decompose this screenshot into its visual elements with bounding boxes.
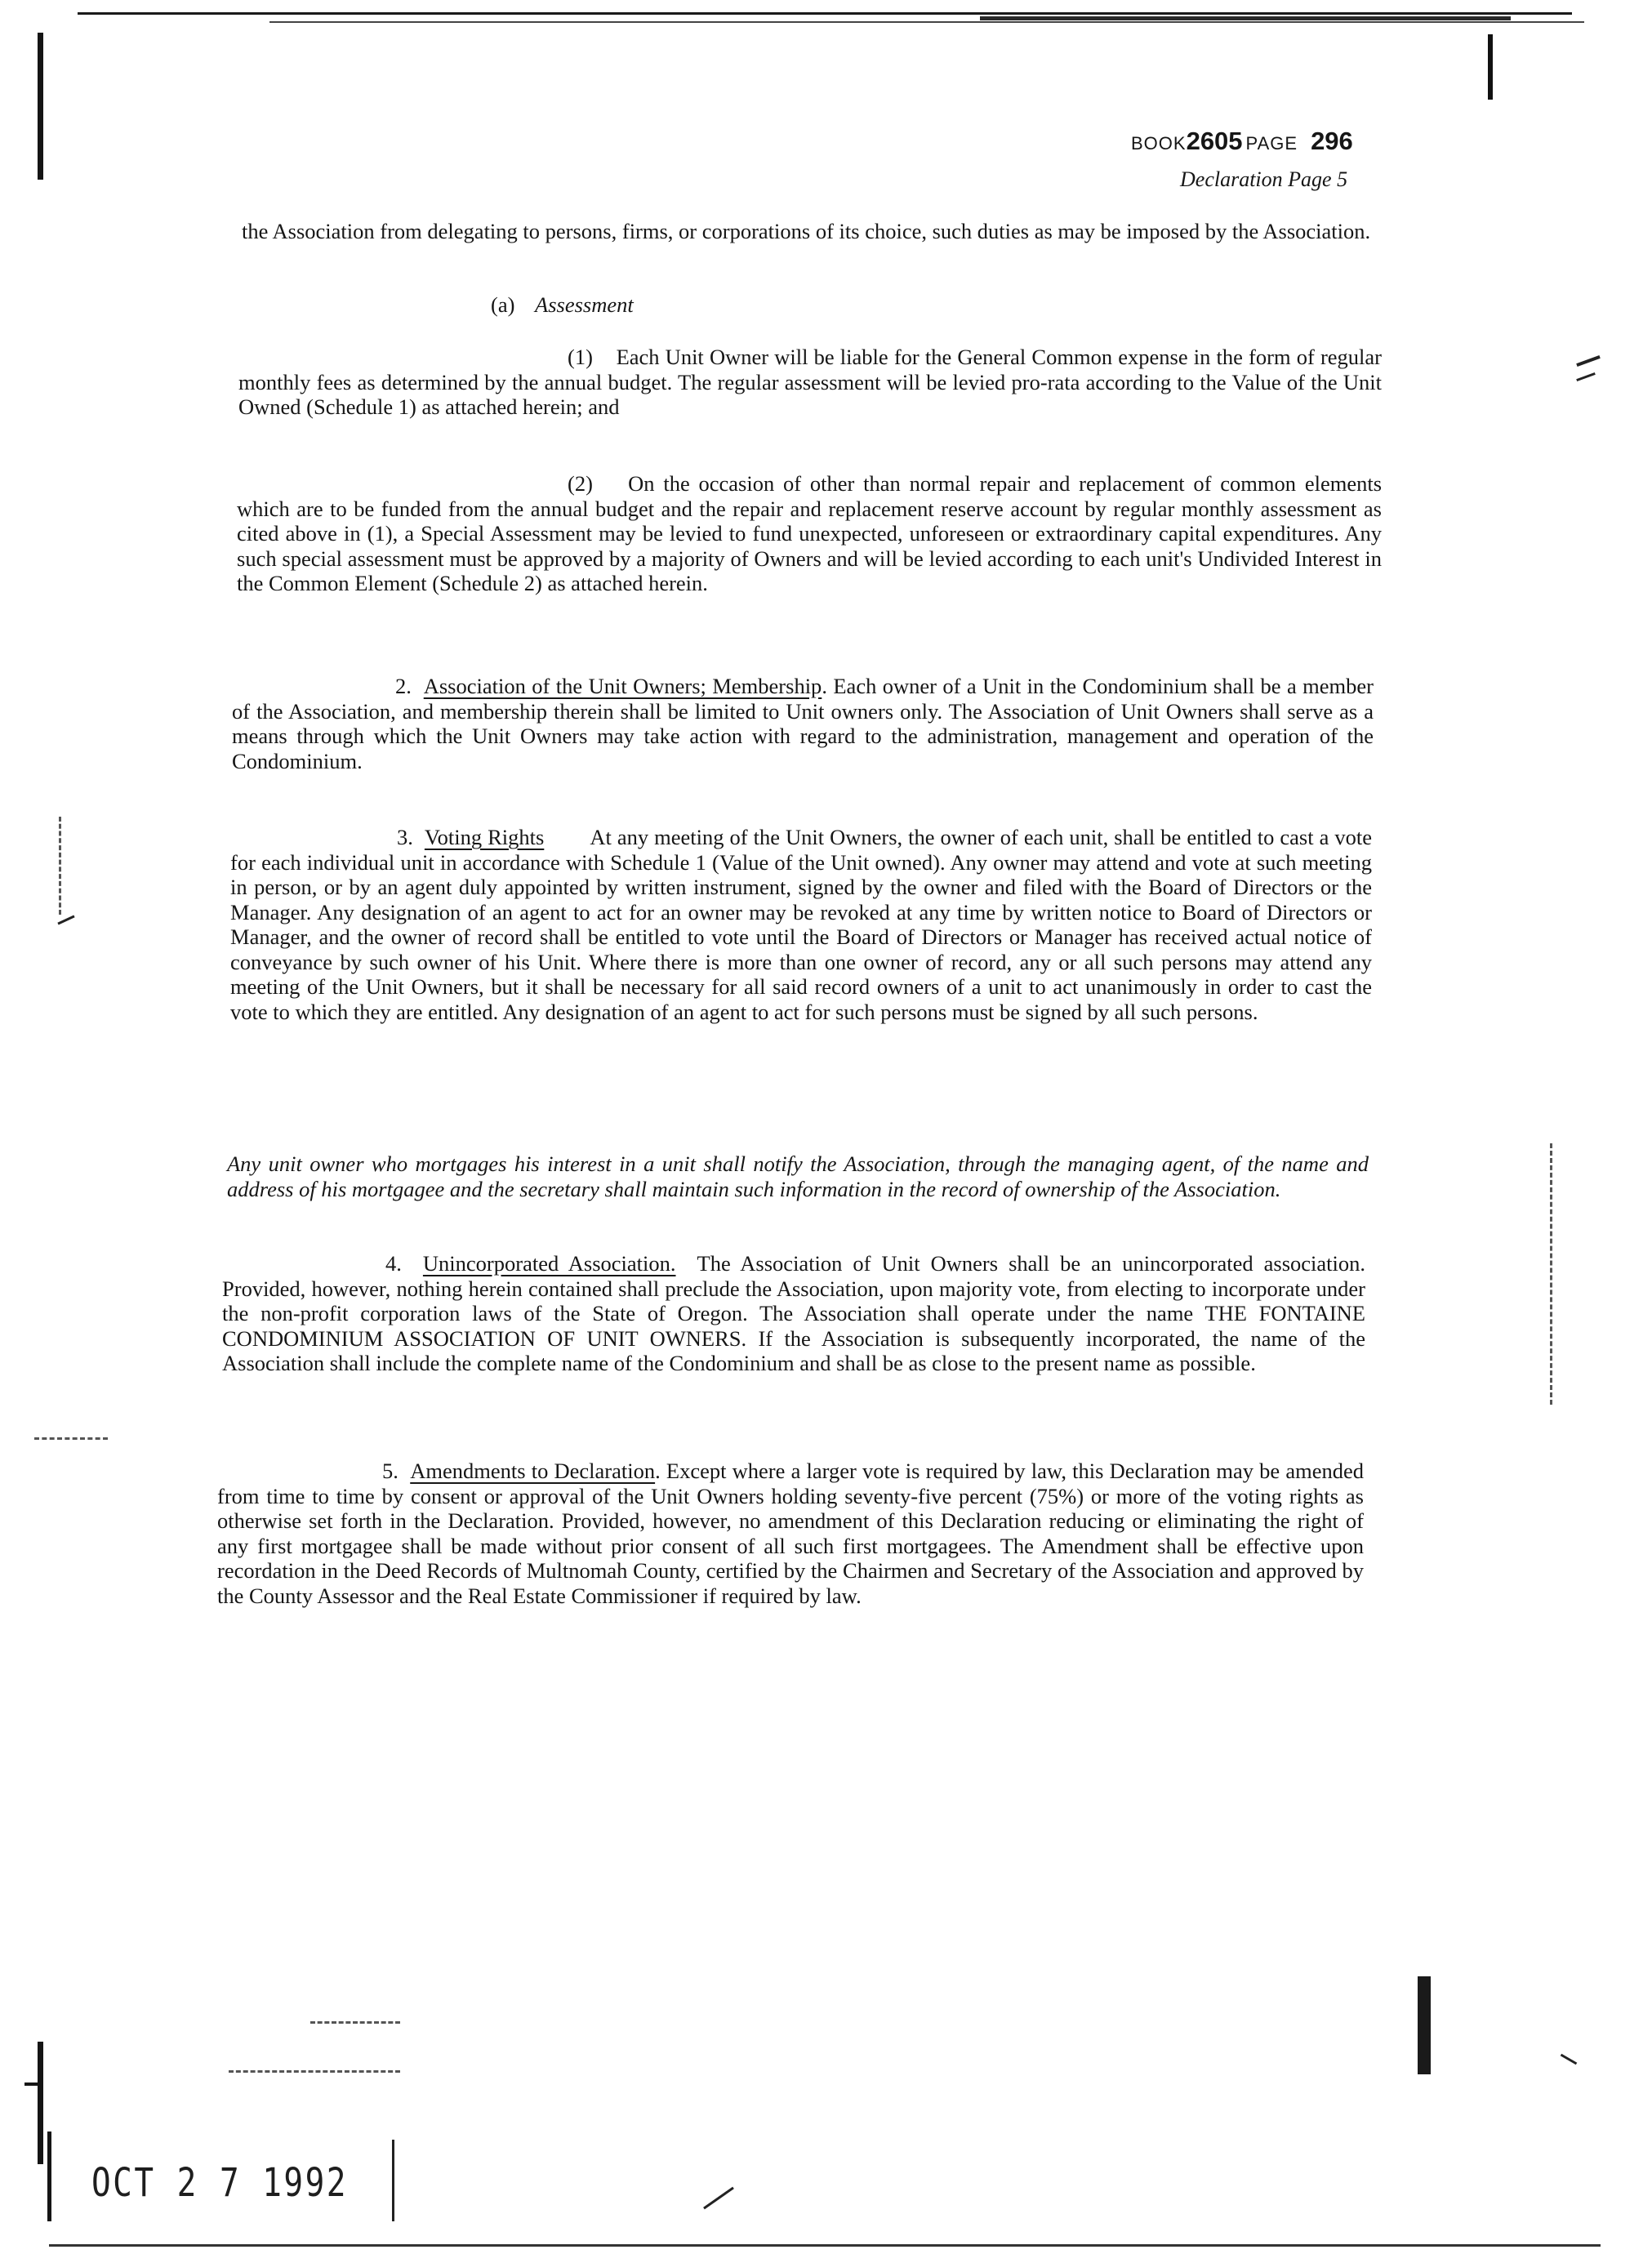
- scan-mark: [38, 2042, 43, 2164]
- scan-mark: [310, 2021, 400, 2026]
- scan-mark: [57, 915, 74, 924]
- item-1-number: (1): [568, 345, 593, 369]
- section-2-number: 2.: [395, 674, 412, 698]
- mortgage-paragraph: Any unit owner who mortgages his interest in a unit shall notify the Association, through the managing agent, of the name and address of his mortgagee and the secretary shall maintain such information in the record of ownership of the Association.: [227, 1152, 1369, 1201]
- scan-mark: [38, 33, 43, 180]
- scan-mark: [1576, 355, 1601, 367]
- scan-mark: [47, 2132, 51, 2221]
- scan-mark: [34, 1437, 108, 1442]
- section-3-text: At any meeting of the Unit Owners, the owner of each unit, shall be entitled to cast a vote for each individual unit in accordance with Schedule 1 (Value of the Unit owned). Any owner may attend and vote at such meeting in person, or by an agent duly appointed by written instrument, signed by the owner and filed with the Board of Directors or the Manager. Any designation of an agent to act for an owner may be revoked at any time by written notice to Board of Directors or Manager, and the owner of record shall be entitled to vote until the Board of Directors or Manager has received actual notice of conveyance by such owner of his Unit. Where there is more than one owner of record, any or all such persons may attend any meeting of the Unit Owners, but it shall be necessary for all said record owners of a unit to act unanimously in order to cast the vote to which they are entitled. Any designation of an agent to act for such persons must be signed by all such persons.: [230, 825, 1373, 1024]
- page-number: 296: [1311, 127, 1353, 155]
- section-4-heading: Unincorporated Association.: [422, 1251, 676, 1276]
- subsection-a-title: Assessment: [535, 292, 634, 317]
- scan-edge-line: [78, 12, 1572, 15]
- declaration-page-label: Declaration Page 5: [1180, 167, 1348, 191]
- section-4-text: The Association of Unit Owners shall be an unincorporated association. Provided, however, nothing herein contained shall preclude the Association, upon majority vote, from electing to incorporate under the non-profit corporation laws of the State of Oregon. The Association shall operate under the name THE FONTAINE CONDOMINIUM ASSOCIATION OF UNIT OWNERS. If the Association is subsequently incorporated, the name of the Association shall include the complete name of the Condominium and shall be as close to the present name as possible.: [222, 1251, 1365, 1375]
- scan-mark: [59, 817, 64, 915]
- section-5-text: . Except where a larger vote is required by law, this Declaration may be amended from time to time by consent or approval of the Unit Owners holding seventy-five percent (75%) or more of the voting rights as otherwise set forth in the Declaration. Provided, however, no amendment of this Declaration reducing or eliminating the right of any first mortgagee shall be made without prior consent of all such first mortgagees. The Amendment shall be effective upon recordation in the Deed Records of Multnomah County, certified by the Chairmen and Secretary of the Association and approved by the County Assessor and the Real Estate Commissioner if required by law.: [217, 1459, 1364, 1608]
- scan-mark: [1488, 34, 1493, 100]
- item-2-text: On the occasion of other than normal repair and replacement of common elements which are to be funded from the annual budget and the repair and replacement reserve account by regular monthly assessment as cited above in (1), a Special Assessment may be levied to fund unexpected, unforeseen or extraordinary capital expenditures. Any such special assessment must be approved by a majority of Owners and will be levied according to each unit's Undivided Interest in the Common Element (Schedule 2) as attached herein.: [237, 471, 1383, 595]
- section-4-paragraph: [222, 1251, 1365, 1376]
- scan-mark: [392, 2140, 394, 2221]
- section-3-number: 3.: [397, 825, 413, 849]
- section-4-number: 4.: [385, 1251, 402, 1276]
- scan-mark: [1561, 2054, 1578, 2065]
- scan-mark: [1576, 372, 1596, 381]
- book-number: 2605: [1186, 127, 1243, 155]
- recording-date-stamp: OCT 2 7 1992: [91, 2160, 348, 2206]
- scan-mark: [1418, 1976, 1431, 2074]
- item-1-text: Each Unit Owner will be liable for the General Common expense in the form of regular monthly fees as determined by the annual budget. The regular assessment will be levied pro-rata according to the Value of the Unit Owned (Schedule 1) as attached herein; and: [238, 345, 1383, 419]
- section-5-number: 5.: [382, 1459, 399, 1483]
- scan-mark: [1550, 1143, 1555, 1405]
- scan-mark: [24, 2082, 41, 2086]
- section-5-heading: Amendments to Declaration: [410, 1459, 656, 1483]
- assessment-item-2: [237, 471, 1382, 596]
- scan-mark: [229, 2070, 400, 2075]
- section-2-heading: Association of the Unit Owners; Membership: [423, 674, 822, 698]
- scan-mark: [703, 2187, 734, 2210]
- section-3-paragraph: [230, 825, 1372, 1024]
- section-2-paragraph: [232, 674, 1374, 773]
- subsection-a-heading: [491, 292, 634, 318]
- intro-paragraph: the Association from delegating to persons, firms, or corporations of its choice, such duties as may be imposed by the Association.: [242, 219, 1371, 243]
- subsection-a-number: (a): [491, 292, 515, 317]
- page-label: PAGE: [1245, 133, 1298, 154]
- scan-edge-line: [49, 2244, 1601, 2247]
- section-2-text: . Each owner of a Unit in the Condominium shall be a member of the Association, and membership therein shall be limited to Unit owners only. The Association of Unit Owners shall serve as a means through which the Unit Owners may take action with regard to the administration, management and operation of the Condominium.: [232, 674, 1374, 773]
- section-3-heading: Voting Rights: [424, 825, 545, 849]
- book-label: BOOK: [1131, 133, 1187, 154]
- assessment-item-1: [238, 345, 1382, 420]
- scan-edge-line: [980, 16, 1511, 20]
- book-page-reference: [1131, 127, 1353, 156]
- scan-edge-line: [269, 21, 1584, 23]
- item-2-number: (2): [568, 471, 593, 496]
- section-5-paragraph: [217, 1459, 1364, 1608]
